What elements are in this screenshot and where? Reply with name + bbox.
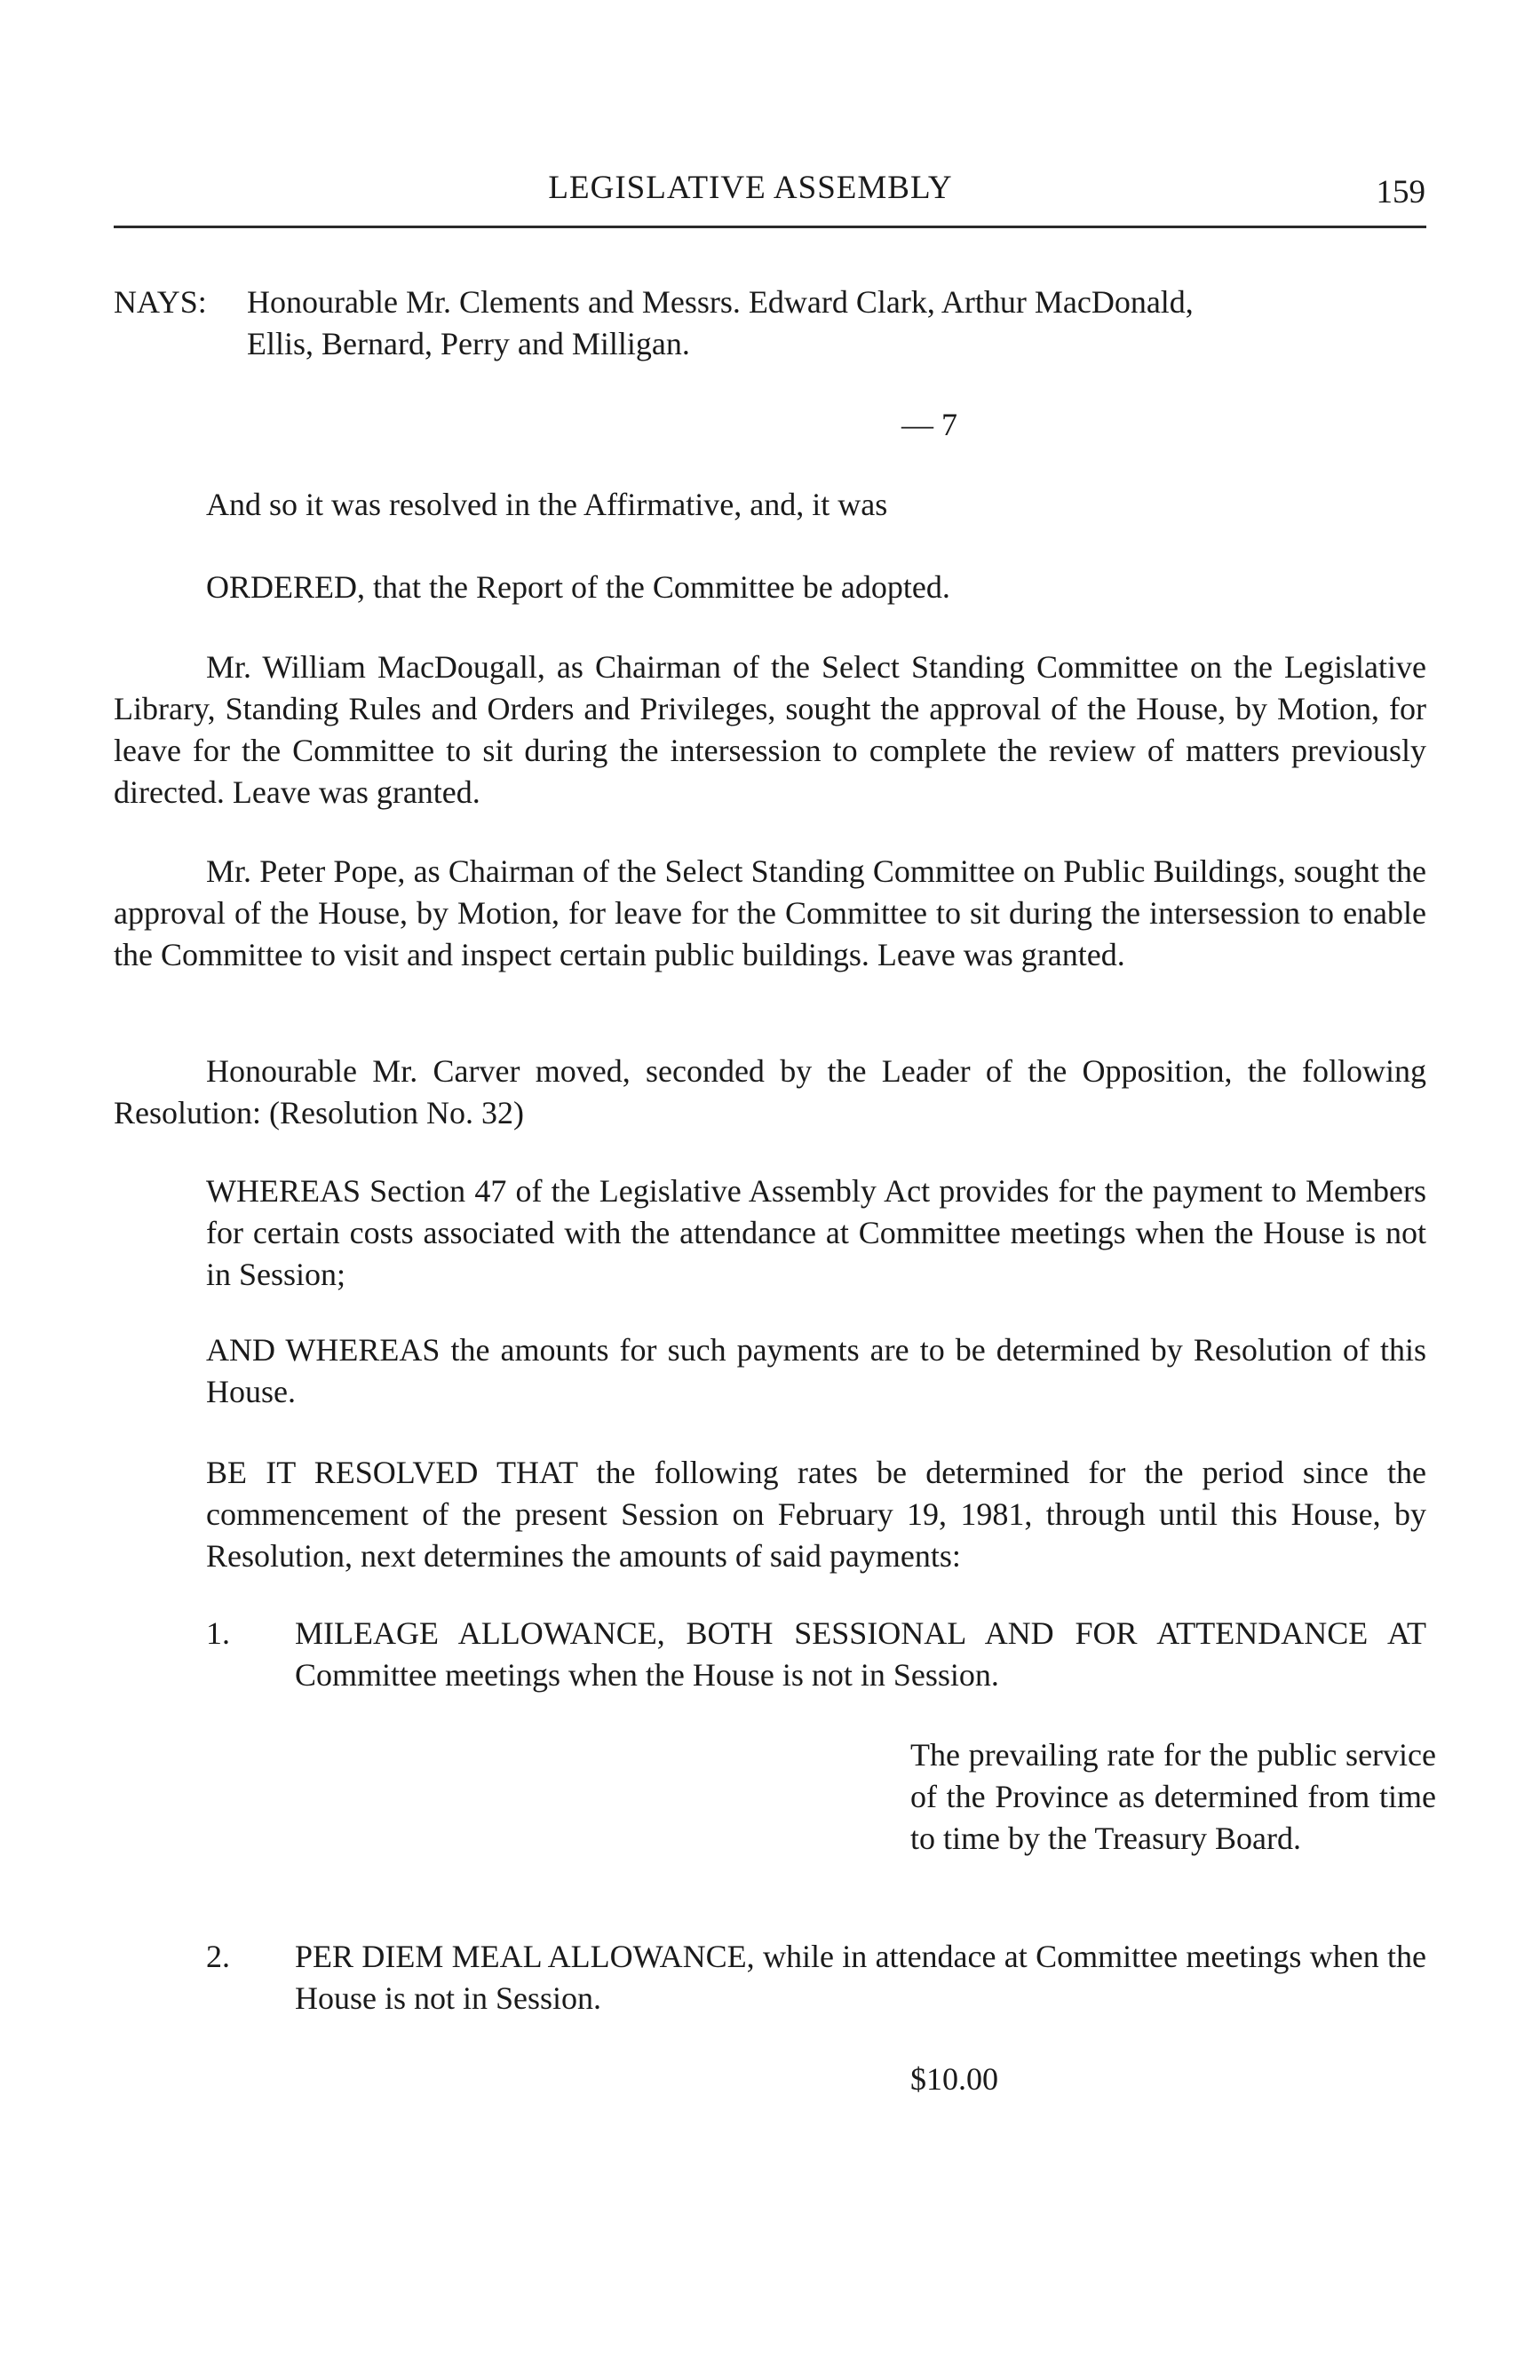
item-2-number: 2. — [206, 1939, 230, 1974]
nays-line-2: Ellis, Bernard, Perry and Milligan. — [247, 326, 690, 361]
nays-label: NAYS: — [114, 284, 207, 320]
page-header-title: LEGISLATIVE ASSEMBLY — [548, 170, 953, 206]
page-number: 159 — [1376, 174, 1425, 210]
item-1-text: MILEAGE ALLOWANCE, BOTH SESSIONAL AND FOR ATTENDANCE AT Committee meetings when the House is not in Session. — [295, 1615, 1426, 1693]
header-rule — [114, 226, 1426, 228]
resolved-clause: BE IT RESOLVED THAT the following rates be determined for the period since the commencement of the present Session on February 19, 1981, through until this House, by Resolution, next determines the amounts of said payments: — [206, 1455, 1426, 1574]
whereas-clause-1: WHEREAS Section 47 of the Legislative Assembly Act provides for the payment to Members for certain costs associated with the attendance at Committee meetings when the House is not in Session; — [206, 1173, 1426, 1292]
pope-paragraph: Mr. Peter Pope, as Chairman of the Select Standing Committee on Public Buildings, sought the approval of the House, by Motion, for leave for the Committee to sit during the intersession to enable the Committee to visit and inspect certain public buildings. Leave was granted. — [114, 853, 1426, 972]
item-2-text: PER DIEM MEAL ALLOWANCE, while in attendace at Committee meetings when the House is not in Session. — [295, 1939, 1426, 2016]
macdougall-paragraph: Mr. William MacDougall, as Chairman of the Select Standing Committee on the Legislative Library, Standing Rules and Orders and Privileges, sought the approval of the House, by Motion, for leave for the Committee to sit during the intersession to complete the review of matters previously directed. Leave was granted. — [114, 649, 1426, 810]
item-2-rate: $10.00 — [910, 2061, 998, 2097]
nays-count: — 7 — [901, 407, 957, 442]
carver-paragraph: Honourable Mr. Carver moved, seconded by the Leader of the Opposition, the following Resolution: (Resolution No. 32) — [114, 1053, 1426, 1130]
item-1-number: 1. — [206, 1615, 230, 1651]
nays-line-1: Honourable Mr. Clements and Messrs. Edward Clark, Arthur MacDonald, — [247, 284, 1194, 320]
resolved-affirmative: And so it was resolved in the Affirmative, and, it was — [206, 487, 888, 522]
item-1-rate: The prevailing rate for the public service of the Province as determined from time to time by the Treasury Board. — [910, 1737, 1436, 1856]
ordered-statement: ORDERED, that the Report of the Committee be adopted. — [206, 569, 950, 605]
whereas-clause-2: AND WHEREAS the amounts for such payments are to be determined by Resolution of this House. — [206, 1332, 1426, 1409]
